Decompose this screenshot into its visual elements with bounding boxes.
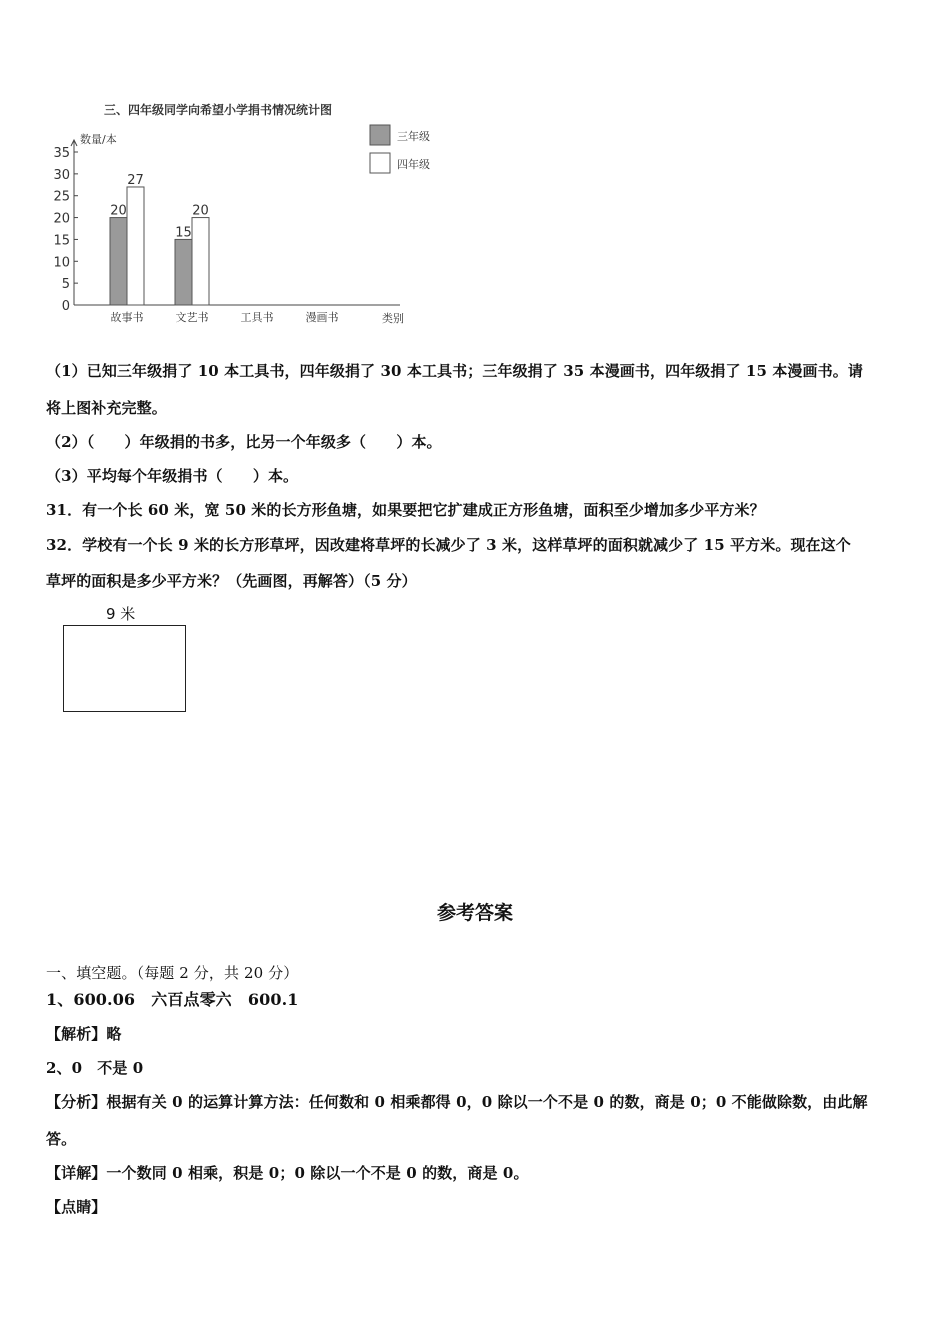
answer-title: 参考答案: [436, 902, 513, 924]
answer-2: 2、0 不是 0: [46, 1059, 144, 1077]
legend-label: 三年级: [397, 130, 430, 143]
question-31: 31．有一个长 60 米，宽 50 米的长方形鱼塘，如果要把它扩建成正方形鱼塘，面积至少增加多少平方米？: [46, 501, 765, 519]
question-3: （3）平均每个年级捐书（ ）本。: [46, 467, 299, 485]
bar-data-label: 20: [192, 203, 209, 219]
x-tick-label: 漫画书: [305, 311, 339, 324]
chart-svg: [50, 95, 450, 335]
answer-2-fenxi-line-1: 【分析】根据有关 0 的运算计算方法：任何数和 0 相乘都得 0，0 除以一个不是 0 的数，商是 0；0 不能做除数，由此解: [46, 1093, 868, 1111]
legend-swatch: [370, 125, 390, 145]
y-tick-label: 5: [61, 277, 70, 293]
y-tick-label: 20: [53, 211, 70, 227]
y-tick-label: 35: [53, 146, 70, 161]
bar-grade3: [175, 239, 192, 305]
answer-2-fenxi-line-2: 答。: [46, 1130, 77, 1148]
question-1-line-1: （1）已知三年级捐了 10 本工具书，四年级捐了 30 本工具书；三年级捐了 35 本漫画书，四年级捐了 15 本漫画书。请: [46, 362, 863, 380]
x-tick-label: 故事书: [110, 311, 144, 324]
answer-2-dianjing: 【点睛】: [46, 1198, 107, 1216]
legend-swatch: [370, 153, 390, 173]
y-tick-label: 25: [53, 189, 70, 205]
x-axis-label: 类别: [382, 312, 404, 325]
bar-grade4: [127, 187, 144, 305]
bar-data-label: 27: [127, 172, 144, 188]
y-tick-label: 0: [61, 299, 70, 314]
y-axis-label: 数量/本: [80, 133, 117, 146]
question-32-line-1: 32．学校有一个长 9 米的长方形草坪，因改建将草坪的长减少了 3 米，这样草坪的面积就减少了 15 平方米。现在这个: [46, 536, 851, 554]
y-tick-label: 30: [53, 167, 70, 183]
y-tick-label: 10: [53, 255, 70, 271]
bar-grade3: [110, 218, 127, 305]
question-1-line-2: 将上图补充完整。: [46, 399, 167, 417]
x-tick-label: 文艺书: [175, 311, 209, 324]
bar-data-label: 20: [110, 203, 127, 219]
x-tick-label: 工具书: [240, 311, 274, 324]
bar-chart: [50, 95, 450, 335]
answer-1: 1、600.06 六百点零六 600.1: [46, 990, 299, 1009]
answer-2-detail: 【详解】一个数同 0 相乘，积是 0；0 除以一个不是 0 的数，商是 0。: [46, 1164, 529, 1182]
chart-title: 三、四年级同学向希望小学捐书情况统计图: [104, 103, 333, 117]
lawn-rectangle-drawing: [63, 625, 186, 712]
legend-label: 四年级: [397, 158, 430, 171]
answer-1-analysis: 【解析】略: [46, 1025, 122, 1043]
answer-section-1: 一、填空题。（每题 2 分，共 20 分）: [46, 964, 299, 982]
question-32-line-2: 草坪的面积是多少平方米？（先画图，再解答）（5 分）: [46, 572, 417, 590]
question-2: （2）（ ）年级捐的书多，比另一个年级多（ ）本。: [46, 433, 442, 451]
bar-data-label: 15: [175, 225, 192, 241]
y-tick-label: 15: [53, 233, 70, 249]
bar-grade4: [192, 218, 209, 305]
rectangle-length-label: 9 米: [106, 605, 136, 623]
